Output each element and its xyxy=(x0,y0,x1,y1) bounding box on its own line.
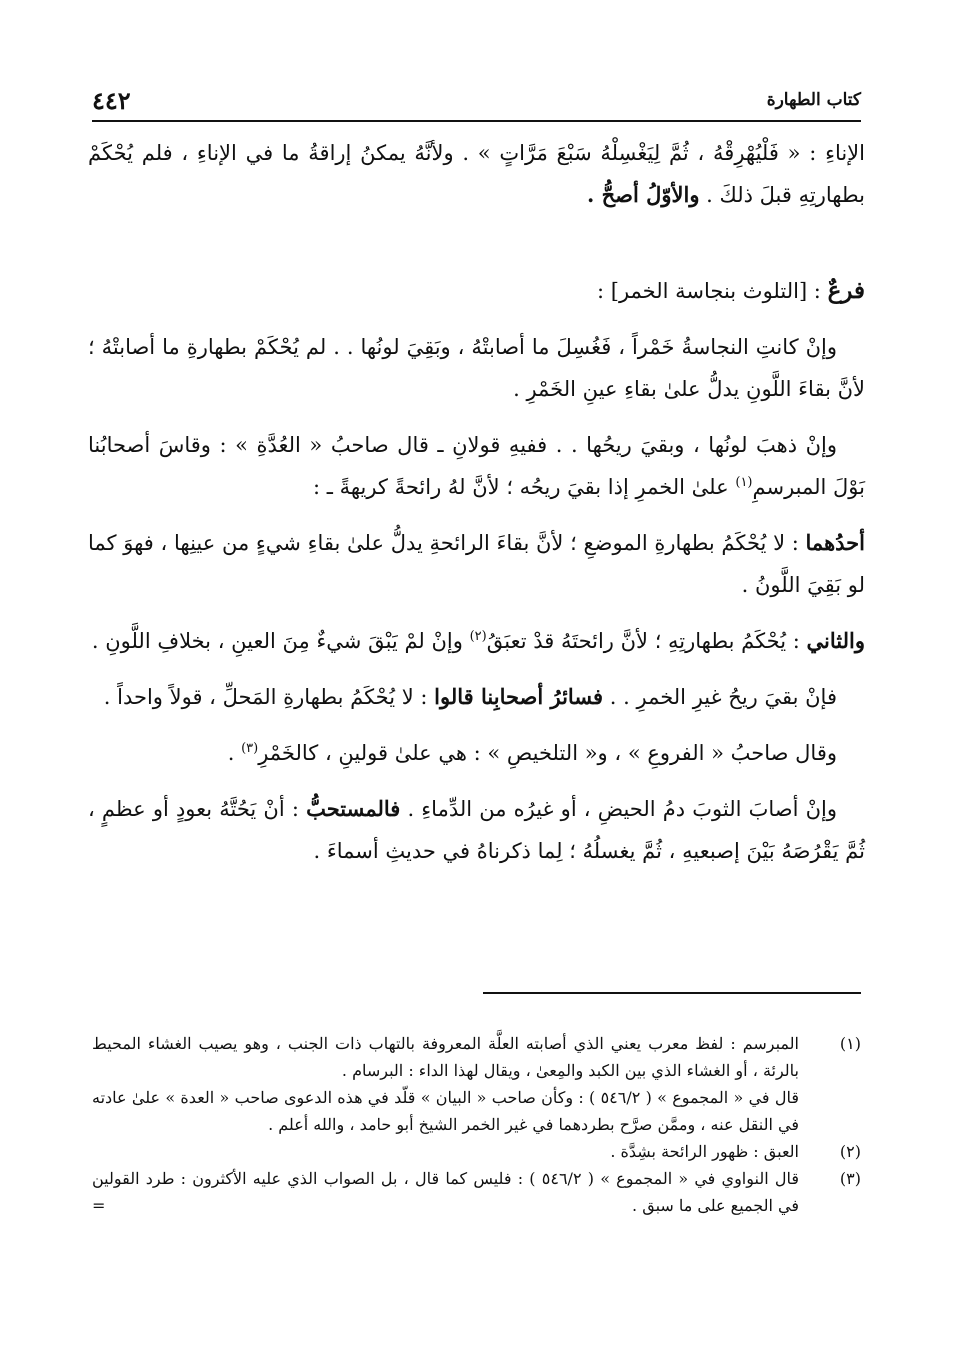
paragraph-text: وإنْ ذهبَ لونُها ، وبقيَ ريحُها . . ففيهِ قولانِ ـ قال صاحبُ « العُدَّةِ » : وقاسَ أصحابُنا بَوْلَ المبرسمِ xyxy=(88,433,865,499)
paragraph-text: وإنْ لمْ يَبْقَ شيءٌ مِنَ العينِ ، بخلافِ اللَّونِ . xyxy=(91,629,463,653)
page-number: ٤٤٢ xyxy=(92,86,131,115)
footnote-text: قال في « المجموع » ( ٥٤٦/٢ ) : وكأن صاحب « البيان » قلّد في هذه الدعوى صاحب « العدة » علىٰ عادته في النقل عنه ، وممَّن صرَّح بطردهما في غير الخمر الشيخ أبو حامد ، والله أعلم . xyxy=(92,1088,799,1134)
paragraph xyxy=(88,424,865,508)
section-title: : [التلوث بنجاسة الخمر] : xyxy=(597,279,821,303)
paragraph-text: وإنْ أصابَ الثوبَ دمُ الحيضِ ، أو غيرُه من الدِّماءِ . xyxy=(407,797,837,821)
footnote-divider xyxy=(483,992,861,994)
paragraph-text: الإناءِ : « فَلْيُهْرِقْهُ ، ثُمَّ لِيَغْسِلْهُ سَبْعَ مَرَّاتٍ » . ولأنَّهُ يمكنُ إراقةُ ما في الإناءِ ، فلم يُحْكَمْ بطهارتِهِ قبلَ ذلكَ . xyxy=(88,141,865,207)
bold-text: أحدُهما xyxy=(805,530,865,555)
section-heading xyxy=(88,270,865,312)
paragraph-text: : لا يُحْكَمُ بطهارةِ المَحلِّ ، قولاً واحداً . xyxy=(103,685,428,709)
paragraph-text: فإنْ بقيَ ريحُ غيرِ الخمرِ . . xyxy=(609,685,837,709)
main-text xyxy=(88,132,865,886)
footnote-number: (١) xyxy=(839,1034,861,1053)
paragraph-text: وإنْ كانتِ النجاسةُ خَمْراً ، فَغُسِلَ ما أصابتْهُ ، وبَقِيَ لونُها . . لم يُحْكَمْ بطهارةِ ما أصابتْهُ ؛ لأنَّ بقاءَ اللَّونِ يدلُّ علىٰ بقاءِ عينِ الخَمْرِ . xyxy=(88,335,865,401)
footnote-number: (٢) xyxy=(839,1142,861,1161)
bold-text: فالمستحبُّ xyxy=(306,796,401,821)
paragraph xyxy=(88,326,865,410)
bold-text: فسائرُ أصحابِنا قالوا xyxy=(434,684,604,709)
paragraph-text: : يُحْكَمُ بطهارتِهِ ؛ لأنَّ رائحتَهُ قدْ تعبَقُ xyxy=(486,629,800,653)
footnote-ref[interactable]: (٢) xyxy=(469,629,487,644)
paragraph-text: . xyxy=(227,741,235,765)
footnote xyxy=(92,1138,861,1165)
continuation-mark: = xyxy=(92,1196,106,1215)
paragraph xyxy=(88,732,865,774)
footnote-number: (٣) xyxy=(839,1169,861,1188)
paragraph xyxy=(88,676,865,718)
bold-text: والثاني xyxy=(806,628,865,653)
paragraph xyxy=(88,132,865,216)
footnote-text: العبق : ظهور الرائحة بشِدَّة . xyxy=(610,1142,799,1161)
paragraph-text: وقال صاحبُ « الفروعِ » ، و« التلخيصِ » : هي علىٰ قولينِ ، كالخَمْرِ xyxy=(258,741,837,765)
footnotes xyxy=(92,1030,861,1219)
footnote xyxy=(92,1165,861,1219)
paragraph-text: : لا يُحْكَمُ بطهارةِ الموضعِ ؛ لأنَّ بقاءَ الرائحةِ يدلُّ علىٰ بقاءِ شيءٍ من عينِها ، فهوَ كما لو بَقِيَ اللَّونُ . xyxy=(88,531,865,597)
footnote-text: قال النواوي في « المجموع » ( ٥٤٦/٢ ) : فليس كما قال ، بل الصواب الذي عليه الأكثرون : طرد القولين في الجميع على ما سبق . xyxy=(92,1169,800,1215)
paragraph-text: علىٰ الخمرِ إذا بقيَ ريحُه ؛ لأنَّ لهُ رائحةً كريهةً ـ : xyxy=(312,475,729,499)
paragraph xyxy=(88,788,865,872)
paragraph xyxy=(88,522,865,606)
running-header xyxy=(92,86,861,122)
bold-text: والأوّلُ أصحُّ . xyxy=(586,182,700,207)
paragraph xyxy=(88,620,865,662)
footnote-text: المبرسم : لفظ معرب يعني الذي أصابته العلَّة المعروفة بالتهاب ذات الجنب ، وهو يصيب الغشاء المحيط بالرئة ، أو الغشاء الذي بين الكبد والمِعىٰ ، ويقال لهذا الداء : البرسام . xyxy=(92,1034,799,1080)
footnote-ref[interactable]: (١) xyxy=(735,475,753,490)
section-label: فرعٌ xyxy=(827,277,865,304)
footnote-ref[interactable]: (٣) xyxy=(241,741,259,756)
book-title: كتاب الطهارة xyxy=(766,90,861,110)
paragraph-text: : أنْ يَحُتَّهُ بعودٍ أو عظمٍ ، ثُمَّ يَقْرُصَهُ بَيْنَ إصبعيهِ ، ثُمَّ يغسلُهُ ؛ لِما ذكرناهُ في حديثِ أسماءَ . xyxy=(88,797,865,863)
footnote xyxy=(92,1030,861,1138)
